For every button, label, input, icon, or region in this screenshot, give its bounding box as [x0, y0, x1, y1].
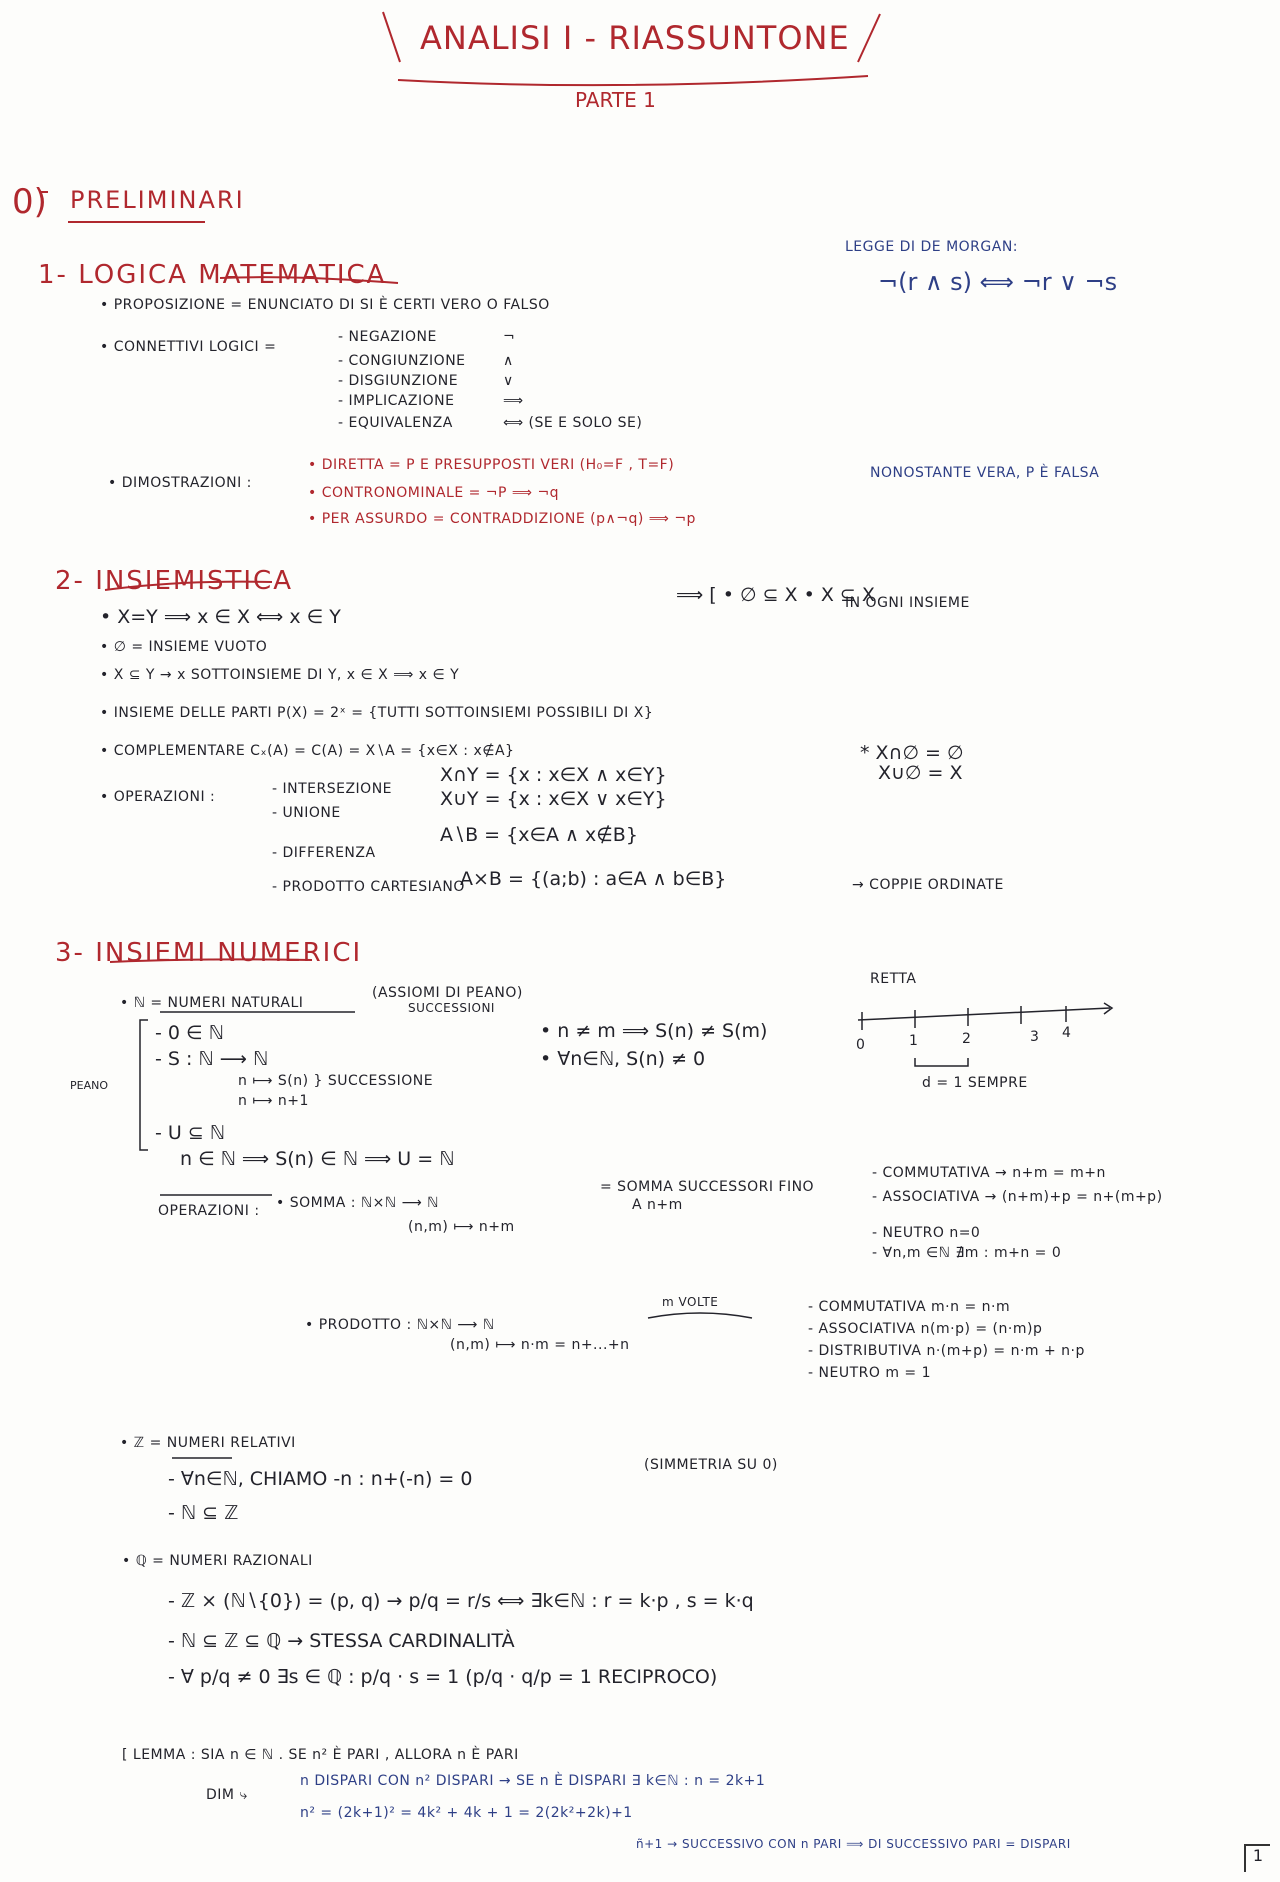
page-subtitle: PARTE 1 [575, 88, 656, 112]
side-identity: X∪∅ = X [878, 762, 963, 784]
connettivo: - EQUIVALENZA ⟺ (SE E SOLO SE) [338, 415, 643, 431]
subset-result: ⟹ [ • ∅ ⊆ X • X ⊆ X [676, 584, 875, 606]
subset-note: IN OGNI INSIEME [845, 595, 970, 611]
q-line: - ℕ ⊆ ℤ ⊆ ℚ → STESSA CARDINALITÀ [168, 1630, 515, 1652]
somma-prop: - ASSOCIATIVA → (n+m)+p = n+(m+p) [872, 1189, 1163, 1205]
operazione-def: X∪Y = {x : x∈X ∨ x∈Y} [440, 788, 667, 810]
peano-bracket [140, 1020, 148, 1150]
page-number: 1 [1244, 1844, 1270, 1872]
z-line: - ℕ ⊆ ℤ [168, 1502, 239, 1524]
s2-line: • X ⊆ Y → x SOTTOINSIEME DI Y, x ∈ X ⟹ x ∈ Y [100, 667, 460, 683]
retta-tick: 0 [856, 1037, 866, 1053]
q-line: - ∀ p/q ≠ 0 ∃s ∈ ℚ : p/q · s = 1 (p/q · q/p = 1 RECIPROCO) [168, 1666, 718, 1688]
connettivo: - DISGIUNZIONE ∨ [338, 373, 514, 389]
s2-line: • INSIEME DELLE PARTI P(X) = 2ˣ = {TUTTI SOTTOINSIEMI POSSIBILI DI X} [100, 705, 654, 721]
successioni: SUCCESSIONI [408, 1001, 495, 1015]
s2-title: 2- INSIEMISTICA [55, 566, 293, 596]
somma-note: A n+m [632, 1197, 683, 1213]
prodotto: • PRODOTTO : ℕ×ℕ ⟶ ℕ [305, 1317, 495, 1333]
coppie-ordinate: → COPPIE ORDINATE [852, 877, 1004, 893]
z-note: (SIMMETRIA SU 0) [644, 1457, 778, 1473]
z-line: - ∀n∈ℕ, CHIAMO -n : n+(-n) = 0 [168, 1468, 473, 1490]
retta-title: RETTA [870, 971, 917, 987]
prodotto-prop: - NEUTRO m = 1 [808, 1365, 931, 1381]
operazione-name: - UNIONE [272, 805, 341, 821]
connettivo: - CONGIUNZIONE ∧ [338, 353, 514, 369]
retta-line [858, 1008, 1110, 1020]
dim-line: n² = (2k+1)² = 4k² + 4k + 1 = 2(2k²+2k)+1 [300, 1805, 633, 1821]
operazione-def: A×B = {(a;b) : a∈A ∧ b∈B} [460, 868, 727, 890]
m-volte-brace [648, 1313, 752, 1318]
retta-distance-bracket [915, 1058, 968, 1066]
operazione-name: - DIFFERENZA [272, 845, 376, 861]
dim-label: DIM ⤷ [206, 1787, 248, 1803]
s2-operazioni-label: • OPERAZIONI : [100, 789, 216, 805]
lemma: [ LEMMA : SIA n ∈ ℕ . SE n² È PARI , ALLORA n È PARI [122, 1747, 519, 1763]
page-title: ANALISI I - RIASSUNTONE [420, 19, 850, 57]
prodotto: (n,m) ⟼ n·m = n+...+n [450, 1337, 630, 1353]
prodotto-prop: - COMMUTATIVA m·n = n·m [808, 1299, 1011, 1315]
operazione-name: - INTERSEZIONE [272, 781, 393, 797]
dim-note: NONOSTANTE VERA, P È FALSA [870, 465, 1100, 481]
peano-item: n ⟼ n+1 [238, 1093, 309, 1109]
somma: (n,m) ⟼ n+m [408, 1219, 515, 1235]
z-title: • ℤ = NUMERI RELATIVI [120, 1435, 296, 1451]
q-line: - ℤ × (ℕ∖{0}) = (p, q) → p/q = r/s ⟺ ∃k∈ℕ : r = k·p , s = k·q [168, 1590, 754, 1612]
title-slash-left [383, 12, 400, 62]
somma-prop: - COMMUTATIVA → n+m = m+n [872, 1165, 1106, 1181]
somma-prop: - ∀n,m ∈ℕ ∄m : m+n = 0 [872, 1245, 1062, 1261]
dim-item: • DIRETTA = P E PRESUPPOSTI VERI (H₀=F , T=F) [308, 457, 675, 473]
dim-line: n DISPARI CON n² DISPARI → SE n È DISPARI ∃ k∈ℕ : n = 2k+1 [300, 1773, 766, 1789]
operazione-def: X∩Y = {x : x∈X ∧ x∈Y} [440, 764, 667, 786]
prodotto-prop: - ASSOCIATIVA n(m·p) = (n·m)p [808, 1321, 1043, 1337]
q-title: • ℚ = NUMERI RAZIONALI [122, 1553, 313, 1569]
peano-side: PEANO [70, 1079, 108, 1092]
section0-title: PRELIMINARI [70, 186, 245, 214]
peano-item: - S : ℕ ⟶ ℕ [155, 1048, 269, 1070]
peano-item: n ⟼ S(n) } SUCCESSIONE [238, 1073, 434, 1089]
s1-proposizione: • PROPOSIZIONE = ENUNCIATO DI SI È CERTI VERO O FALSO [100, 297, 550, 313]
dim-end: ñ+1 → SUCCESSIVO CON n PARI ⟹ DI SUCCESSIVO PARI = DISPARI [636, 1837, 1071, 1851]
s2-line: • X=Y ⟹ x ∈ X ⟺ x ∈ Y [100, 606, 341, 628]
s2-line: • ∅ = INSIEME VUOTO [100, 639, 268, 655]
peano-item: - U ⊆ ℕ [155, 1122, 226, 1144]
somma-note: = SOMMA SUCCESSORI FINO [600, 1179, 815, 1195]
peano-item: n ∈ ℕ ⟹ S(n) ∈ ℕ ⟹ U = ℕ [180, 1148, 455, 1170]
somma-prop: - NEUTRO n=0 [872, 1225, 981, 1241]
peano-right: • ∀n∈ℕ, S(n) ≠ 0 [540, 1048, 706, 1070]
s1-dim-label: • DIMOSTRAZIONI : [108, 475, 252, 491]
s2-line: • COMPLEMENTARE Cₓ(A) = C(A) = X∖A = {x∈X : x∉A} [100, 743, 515, 759]
peano-item: - 0 ∈ ℕ [155, 1022, 224, 1044]
somma: • SOMMA : ℕ×ℕ ⟶ ℕ [276, 1195, 439, 1211]
s1-connettivi-label: • CONNETTIVI LOGICI = [100, 339, 277, 355]
connettivo: - IMPLICAZIONE ⟹ [338, 393, 524, 409]
retta-tick: 2 [962, 1031, 972, 1047]
dim-item: • PER ASSURDO = CONTRADDIZIONE (p∧¬q) ⟹ ¬p [308, 511, 696, 527]
title-slash-right [858, 14, 880, 62]
dim-item: • CONTRONOMINALE = ¬P ⟹ ¬q [308, 485, 560, 501]
de-morgan-formula: ¬(r ∧ s) ⟺ ¬r ∨ ¬s [878, 268, 1118, 296]
operazione-def: A∖B = {x∈A ∧ x∉B} [440, 824, 638, 846]
title-underline [398, 76, 868, 85]
s3-title: 3- INSIEMI NUMERICI [55, 938, 363, 968]
side-identity: * X∩∅ = ∅ [860, 742, 964, 764]
s1-title: 1- LOGICA MATEMATICA [38, 260, 387, 290]
peano-axioms: (ASSIOMI DI PEANO) [372, 985, 523, 1001]
connettivo: - NEGAZIONE ¬ [338, 329, 516, 345]
peano-right: • n ≠ m ⟹ S(n) ≠ S(m) [540, 1020, 768, 1042]
retta-note: d = 1 SEMPRE [922, 1075, 1028, 1091]
de-morgan-title: LEGGE DI DE MORGAN: [845, 239, 1019, 255]
section0-label: 0) [12, 182, 47, 222]
m-volte: m VOLTE [662, 1295, 719, 1309]
operazione-name: - PRODOTTO CARTESIANO [272, 879, 465, 895]
retta-tick: 4 [1062, 1025, 1072, 1041]
retta-tick: 1 [909, 1033, 919, 1049]
n-title: • ℕ = NUMERI NATURALI [120, 995, 304, 1011]
oper-label: OPERAZIONI : [158, 1203, 260, 1219]
prodotto-prop: - DISTRIBUTIVA n·(m+p) = n·m + n·p [808, 1343, 1085, 1359]
retta-tick: 3 [1030, 1029, 1040, 1045]
